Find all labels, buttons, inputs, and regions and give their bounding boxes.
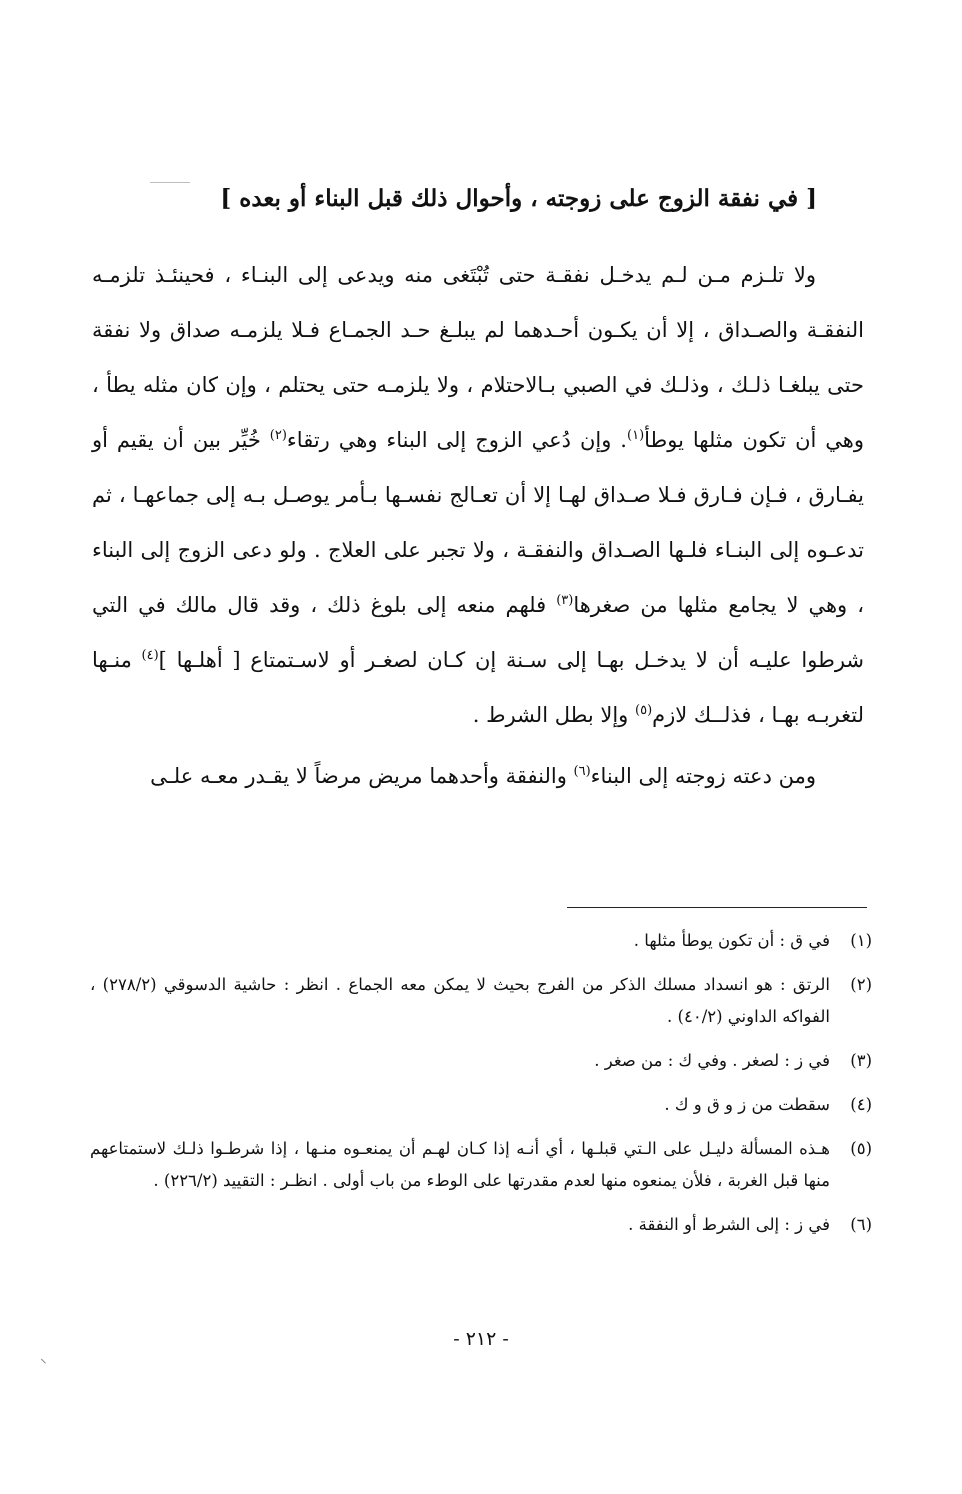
text-segment: ولا تلـزم مـن لـم يدخـل نفقـة حتى تُبْتَغى منه ويدعى إلى البنـاء ، فحينئـذ تلزمـه النفقـة والصـداق ، إلا أن يكـون أحـدهما لم يبلـغ حـد الجمـاع فـلا يلزمـه صداق ولا نفقة حتى يبلغـا ذلـك ، وذلـك في الصبي بـالاحتلام ، ولا يلزمـه حتى يحتلم ، وإن كان مثله يطأ ، وهي أن تكون مثلها يوطأ: [92, 263, 865, 452]
footnote-text: في ق : أن تكون يوطأ مثلها .: [633, 931, 830, 950]
footnote-ref: (٦): [573, 764, 591, 779]
footnote: [90, 1133, 872, 1197]
footnote-ref: (٥): [635, 703, 653, 718]
footnote: [90, 1089, 872, 1121]
footnote-ref: (٣): [556, 593, 574, 608]
paragraph: [92, 749, 864, 804]
footnote: [90, 925, 872, 957]
text-segment: فلهم منعه إلى بلوغ ذلك ، وقد قال مالك في التي شرطوا عليـه أن لا يدخـل بهـا إلى سـنة إن كـان لصغـر أو لاسـتمتاع [ أهلـها ]: [92, 593, 864, 672]
text-segment: منـها لتغربـه بهـا ، فذلــك لازم: [92, 648, 864, 727]
footnote-ref: (١): [627, 428, 645, 443]
footnote-ref: (٢): [269, 428, 287, 443]
text-segment: وإلا بطل الشرط .: [472, 703, 635, 727]
footnote-text: هـذه المسألة دليـل على الـتي قبلـها ، أي أنـه إذا كـان لهـم أن يمنعـوه منـها ، إذا شرطـوا ذلـك لاستمتاعهم منها قبل الغربة ، فلأن يمنعوه منها لعدم مقدرتها على الوطء من باب أولى . انظـر : التقييد (٢٢٦/٢) .: [90, 1139, 830, 1190]
section-heading: [ في نفقة الزوج على زوجته ، وأحوال ذلك قبل البناء أو بعده ]: [220, 185, 817, 212]
footnote: [90, 1209, 872, 1241]
footnote-number: (٢): [850, 975, 872, 994]
page-number: - ٢١٢ -: [453, 1328, 509, 1350]
paragraph: [92, 248, 864, 743]
footnote: [90, 969, 872, 1033]
scan-mark: [150, 182, 190, 183]
footnote-number: (٤): [850, 1095, 872, 1114]
text-segment: . وإن دُعي الزوج إلى البناء وهي رتقاء: [286, 428, 627, 452]
scan-mark: [41, 1354, 50, 1363]
footnote-ref: (٤): [141, 648, 159, 663]
footnote-number: (٦): [850, 1215, 872, 1234]
footnote-text: سقطت من ز و ق و ك .: [664, 1095, 830, 1114]
footnote-number: (٣): [850, 1051, 872, 1070]
text-segment: والنفقة وأحدهما مريض مرضاً لا يقـدر معـه علـى: [150, 764, 574, 788]
footnote-number: (١): [850, 931, 872, 950]
footnotes: [90, 925, 872, 1253]
footnote-text: في ز : لصغر . وفي ك : من صغر .: [594, 1051, 830, 1070]
footnote-number: (٥): [850, 1139, 872, 1158]
footnote-text: في ز : إلى الشرط أو النفقة .: [628, 1215, 830, 1234]
text-segment: خُيِّر بين أن يقيم أو يفـارق ، فـإن فـارق فـلا صـداق لهـا إلا أن تعـالج نفسـها بـأمر يوصـل بـه إلى جماعهـا ، ثم تدعـوه إلى البنـاء فلـها الصـداق والنفقـة ، ولا تجبر على العلاج . ولو دعى الزوج إلى البناء ، وهي لا يجامع مثلها من صغرها: [92, 428, 864, 617]
text-segment: ومن دعته زوجته إلى البناء: [590, 764, 816, 788]
footnote-text: الرتق : هو انسداد مسلك الذكر من الفرج بحيث لا يمكن معه الجماع . انظر : حاشية الدسوقي (٢٧٨/٢) ، الفواكه الداوني (٤٠/٢) .: [90, 975, 830, 1026]
footnote: [90, 1045, 872, 1077]
body-text: [92, 248, 864, 804]
footnote-separator: [567, 907, 867, 908]
